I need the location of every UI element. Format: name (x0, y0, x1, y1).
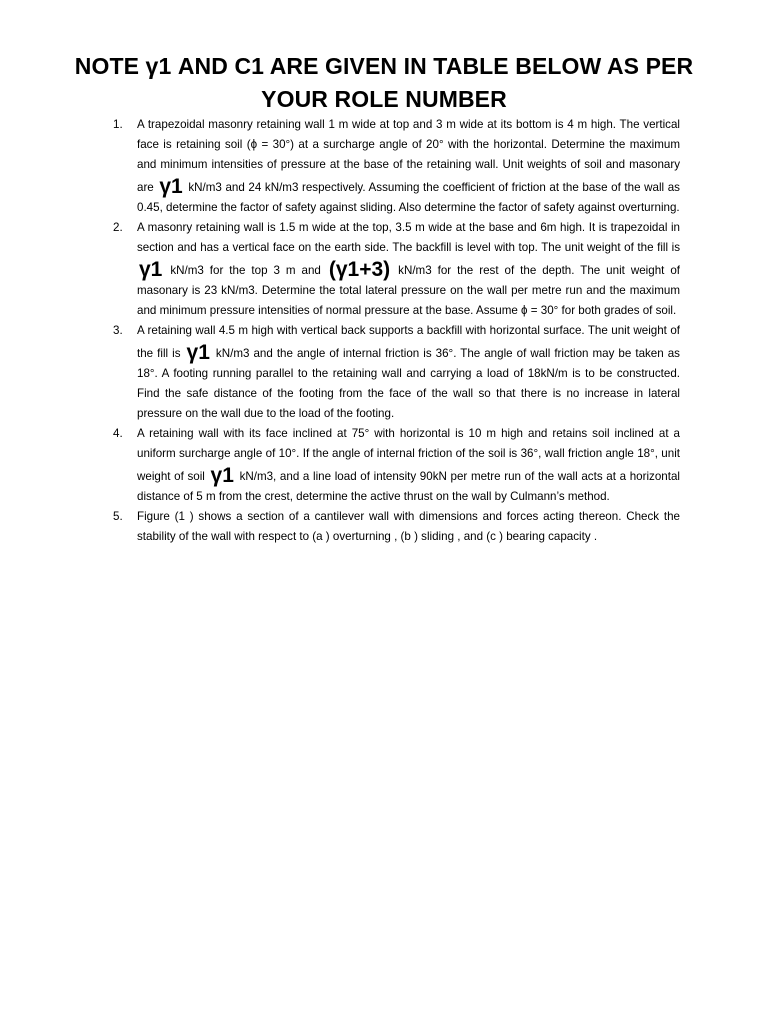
question-number: 2. (113, 221, 123, 234)
question-text-part: A retaining wall with its face inclined at 75° with horizontal is 10 m high and retains soil inclined at a uniform surcharge angle of 10°. If the angle of internal friction of the soil is 36°, wall friction angle 18°, unit weight of soil (137, 427, 680, 483)
question-5 (103, 507, 680, 547)
question-text-part: kN/m3 for the top 3 m and (170, 264, 321, 277)
question-2 (103, 218, 680, 321)
question-text (137, 321, 680, 424)
question-number: 1. (113, 118, 123, 131)
question-list (103, 115, 680, 547)
question-number: 5. (113, 510, 123, 523)
question-3 (103, 321, 680, 424)
question-text-part: A trapezoidal masonry retaining wall 1 m wide at top and 3 m wide at its bottom is 4 m high. The vertical face is retaining soil (ϕ = 30°) at a surcharge angle of 20° with the horizontal. Determine the maximum and minimum intensities of pressure at the base of the retaining wall. Unit weights of soil and masonary are (137, 118, 680, 194)
question-text-part: kN/m3 for the rest of the depth. The unit weight of masonary is 23 kN/m3. Determine the total lateral pressure on the wall per metre run and the maximum and minimum pressure intensities of normal pressure at the base. Assume ϕ = 30° for both grades of soil. (137, 264, 680, 317)
question-text-part: Figure (1 ) shows a section of a cantilever wall with dimensions and forces acting thereon. Check the stability of the wall with respect to (a ) overturning , (b ) sliding , and (c ) bearing capacity . (137, 510, 680, 543)
question-number: 4. (113, 427, 123, 440)
question-number: 3. (113, 324, 123, 337)
question-text (137, 218, 680, 321)
question-4 (103, 424, 680, 507)
question-text-part: kN/m3 and the angle of internal friction is 36°. The angle of wall friction may be taken as 18°. A footing running parallel to the retaining wall and carrying a load of 18kN/m is to be constructed. Find the safe distance of the footing from the face of the wall so that there is no increase in lateral pressure on the wall due to the load of the footing. (137, 347, 680, 420)
question-text-part: kN/m3 and 24 kN/m3 respectively. Assuming the coefficient of friction at the base of the wall as 0.45, determine the factor of safety against sliding. Also determine the factor of safety against overturning. (137, 181, 680, 214)
page-title: NOTE γ1 AND C1 ARE GIVEN IN TABLE BELOW AS PER YOUR ROLE NUMBER (74, 53, 694, 112)
question-text-part: A retaining wall 4.5 m high with vertical back supports a backfill with horizontal surface. The unit weight of the fill is (137, 324, 680, 360)
gamma-symbol: γ1 (210, 464, 234, 487)
question-text (137, 507, 680, 547)
gamma-symbol: γ1 (159, 175, 183, 198)
gamma-symbol: γ1 (139, 258, 163, 281)
question-text-part: kN/m3, and a line load of intensity 90kN per metre run of the wall acts at a horizontal distance of 5 m from the crest, determine the active thrust on the wall by Culmann’s method. (137, 470, 680, 503)
question-text (137, 115, 680, 218)
question-1 (103, 115, 680, 218)
gamma-plus-three-symbol: (γ1+3) (328, 258, 391, 281)
question-text (137, 424, 680, 507)
gamma-symbol: γ1 (186, 341, 210, 364)
question-text-part: A masonry retaining wall is 1.5 m wide at the top, 3.5 m wide at the base and 6m high. It is trapezoidal in section and has a vertical face on the earth side. The backfill is level with top. The unit weight of the fill is (137, 221, 680, 254)
